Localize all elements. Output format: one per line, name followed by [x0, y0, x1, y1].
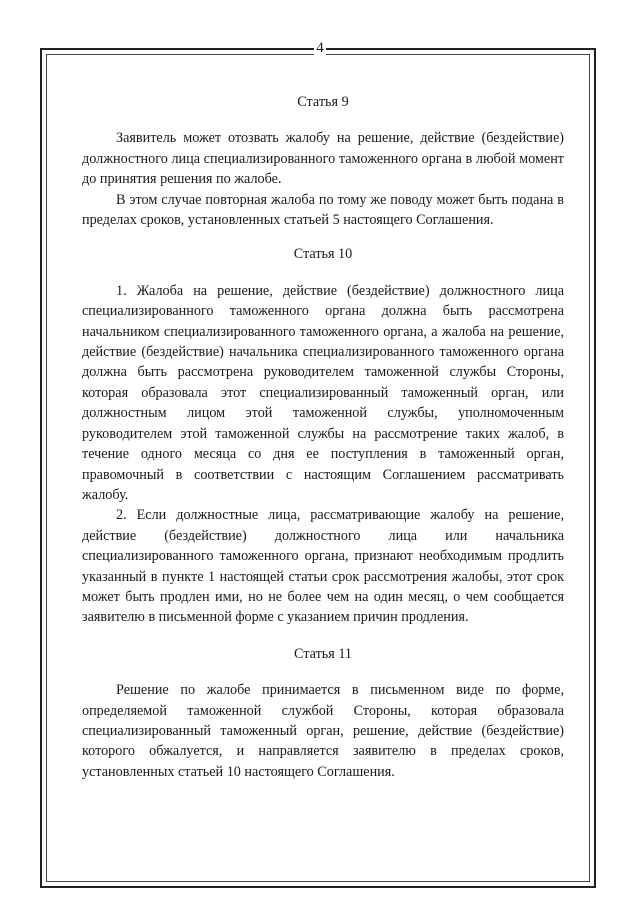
article-10-paragraph-1: 1. Жалоба на решение, действие (бездействие) должностного лица специализированного таможенного органа должна быть рассмотрена начальником специализированного таможенного органа, а жалоба на решение, действие (бездействие) начальника специализированного таможенного органа должна быть рассмотрена руководителем таможенной службы Стороны, которая образовала этот специализированный таможенный орган, или должностным лицом этой таможенной службы, уполномоченным руководителем этой таможенной службы на рассмотрение таких жалоб, в течение одного месяца со дня ее поступления в таможенный орган, правомочный в соответствии с настоящим Соглашением рассматривать жалобу.	[82, 282, 564, 503]
article-9-paragraph-1: Заявитель может отозвать жалобу на решение, действие (бездействие) должностного лица специализированного таможенного органа в любой момент до принятия решения по жалобе.	[82, 130, 564, 188]
article-11-title: Статья 11	[294, 645, 352, 662]
document-body	[82, 92, 564, 782]
page-number	[0, 40, 640, 57]
article-9-title: Статья 9	[297, 94, 349, 110]
spacer	[82, 230, 564, 244]
article-11-paragraph-1: Решение по жалобе принимается в письменном виде по форме, определяемой таможенной службой Стороны, которая образовала специализированный таможенный орган, решение, действие (бездействие) которого обжалуется, и направляется заявителю в пределах сроков, установленных статьей 10 настоящего Соглашения.	[82, 682, 564, 780]
article-10-title: Статья 10	[293, 246, 353, 263]
article-9-paragraph-2: В этом случае повторная жалоба по тому же поводу может быть подана в пределах сроков, установленных статьей 5 настоящего Соглашения.	[82, 191, 564, 229]
spacer	[82, 628, 564, 644]
page-number-text: 4	[316, 40, 324, 56]
article-10-paragraph-2: 2. Если должностные лица, рассматривающие жалобу на решение, действие (бездействие) должностного лица или начальника специализированного таможенного органа, признают необходимым продлить указанный в пункте 1 настоящей статьи срок рассмотрения жалобы, этот срок может быть продлен ими, но не более чем на один месяц, о чем сообщается заявителю в письменной форме с указанием причин продления.	[82, 507, 564, 626]
